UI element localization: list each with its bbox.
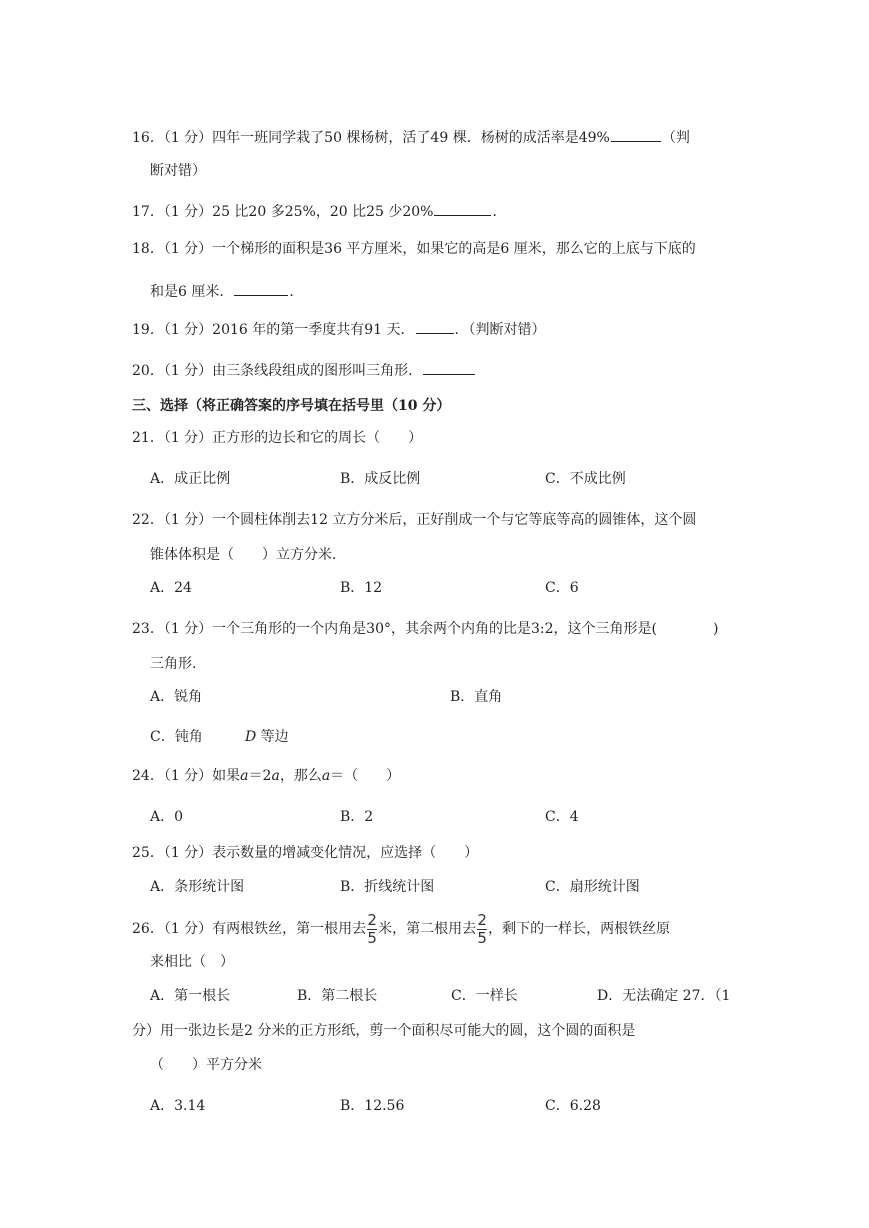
q23-line2: 三角形.: [150, 656, 197, 672]
q27-line2: （ ）平方分米: [150, 1057, 262, 1073]
fraction: [477, 910, 487, 947]
q16-line2: 断对错）: [150, 163, 206, 179]
q18-suffix: ．: [289, 284, 304, 300]
option-d-letter: D: [245, 729, 257, 745]
question-16: [132, 125, 690, 148]
q17-text: 17．（1 分）25 比20 多25%，20 比25 少20%: [132, 204, 434, 220]
option-b[interactable]: B．12: [340, 580, 383, 596]
option-d-text: 等边: [256, 729, 289, 745]
q26-suffix: ，剩下的一样长，两根铁丝原: [488, 921, 671, 937]
variable-a: a: [271, 768, 280, 784]
variable-a: a: [240, 768, 249, 784]
option-a[interactable]: A．第一根长: [150, 988, 231, 1004]
q24-mid2: ，那么: [279, 768, 322, 784]
answer-blank[interactable]: [611, 125, 661, 142]
question-26: [132, 912, 670, 946]
option-a[interactable]: A．3.14: [150, 1098, 206, 1114]
fraction-numerator: 2: [367, 910, 377, 929]
option-b[interactable]: B．第二根长: [297, 988, 378, 1004]
option-c[interactable]: C．6: [545, 580, 579, 596]
q19-text: 19．（1 分）2016 年的第一季度共有91 天．: [132, 322, 415, 338]
section-heading: 三、选择（将正确答案的序号填在括号里（10 分）: [132, 398, 451, 414]
q26-line2: 来相比（ ）: [150, 954, 234, 970]
option-c[interactable]: C．6.28: [545, 1098, 601, 1114]
q26-mid: 米，第二根用去: [378, 921, 477, 937]
option-c[interactable]: C．扇形统计图: [545, 879, 640, 895]
answer-blank[interactable]: [434, 199, 491, 216]
question-19: [132, 317, 546, 340]
fraction-numerator: 2: [477, 910, 487, 929]
option-c[interactable]: C．钝角: [150, 729, 203, 745]
question-18: 18．（1 分）一个梯形的面积是36 平方厘米，如果它的高是6 厘米，那么它的上底与下底的: [132, 241, 696, 257]
answer-blank[interactable]: [416, 317, 454, 334]
q26-prefix: 26．（1 分）有两根铁丝，第一根用去: [132, 921, 367, 937]
question-20: [132, 358, 476, 381]
q24-suffix: ＝（ ）: [330, 768, 401, 784]
q18-line2: [150, 279, 303, 302]
option-a[interactable]: A．0: [150, 809, 184, 825]
option-c[interactable]: C．一样长: [451, 988, 518, 1004]
option-b[interactable]: B．2: [340, 809, 374, 825]
option-c[interactable]: C．4: [545, 809, 579, 825]
option-b[interactable]: B．直角: [450, 689, 503, 705]
question-21: 21．（1 分）正方形的边长和它的周长（ ）: [132, 430, 423, 446]
option-b[interactable]: B．12.56: [340, 1098, 405, 1114]
answer-blank[interactable]: [234, 279, 288, 296]
option-d[interactable]: D．无法确定 27．（1: [597, 988, 731, 1004]
fraction: [367, 910, 377, 947]
q16-suffix: （判: [661, 130, 690, 146]
option-a[interactable]: A．锐角: [150, 689, 203, 705]
option-a[interactable]: A．条形统计图: [150, 879, 245, 895]
q19-suffix: ．（判断对错）: [454, 322, 546, 338]
q24-mid: ＝2: [248, 768, 272, 784]
q18-text: 和是6 厘米．: [150, 284, 234, 300]
option-b[interactable]: B．成反比例: [340, 471, 421, 487]
question-17: [132, 199, 506, 222]
question-27: 分）用一张边长是2 分米的正方形纸，剪一个面积尽可能大的圆，这个圆的面积是: [132, 1023, 636, 1039]
q22-line2: 锥体体积是（ ）立方分米．: [150, 547, 346, 563]
question-24: [132, 766, 400, 786]
answer-blank[interactable]: [423, 358, 475, 375]
option-b[interactable]: B．折线统计图: [340, 879, 435, 895]
question-22: 22．（1 分）一个圆柱体削去12 立方分米后，正好削成一个与它等底等高的圆锥体，这个圆: [132, 512, 697, 528]
option-d[interactable]: [245, 727, 289, 747]
q24-prefix: 24．（1 分）如果: [132, 768, 241, 784]
question-25: 25．（1 分）表示数量的增减变化情况，应选择（ ）: [132, 845, 479, 861]
option-a[interactable]: A．24: [150, 580, 192, 596]
question-23: 23．（1 分）一个三角形的一个内角是30°，其余两个内角的比是3:2，这个三角形是( ): [132, 621, 719, 637]
fraction-denominator: 5: [367, 928, 377, 947]
option-c[interactable]: C．不成比例: [545, 471, 626, 487]
q17-suffix: ．: [492, 204, 507, 220]
variable-a: a: [321, 768, 331, 784]
q16-text: 16．（1 分）四年一班同学栽了50 棵杨树，活了49 棵．杨树的成活率是49%: [132, 130, 610, 146]
q20-text: 20．（1 分）由三条线段组成的图形叫三角形．: [132, 363, 423, 379]
option-a[interactable]: A．成正比例: [150, 471, 231, 487]
fraction-denominator: 5: [477, 928, 487, 947]
